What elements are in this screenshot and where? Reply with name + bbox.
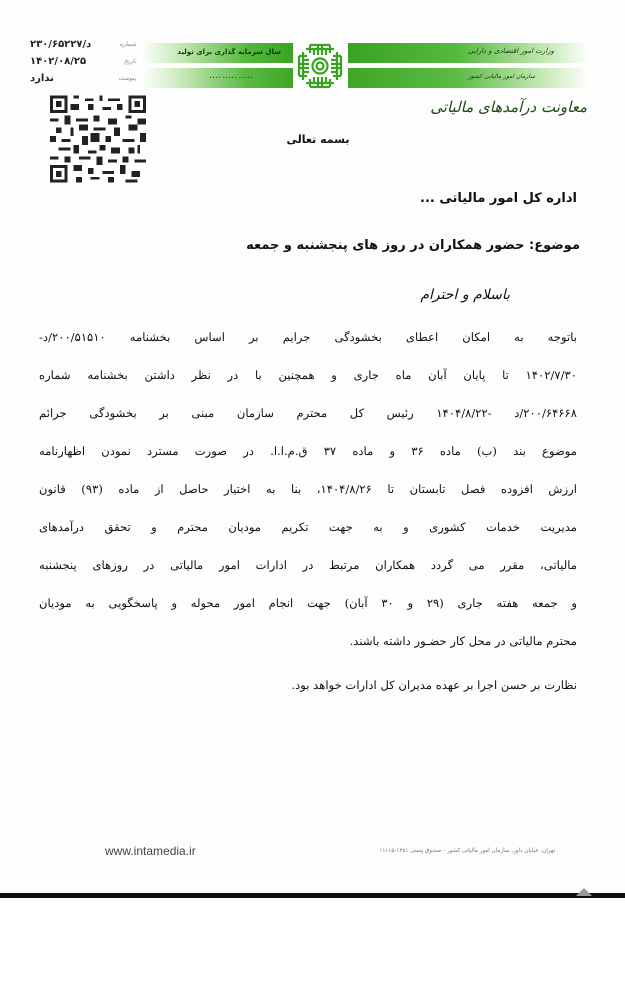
letter-number: د/۲۳۰/۶۵۲۲۷ — [30, 39, 92, 50]
banner-bar-slogan — [140, 43, 293, 63]
body-line: باتوجه به امکان اعطای بخشودگی جرایم بر اساس بخشنامه ۲۰۰/۵۱۵۱۰/د- — [39, 330, 577, 344]
ministry-name: وزارت امور اقتصادی و دارایی — [468, 47, 555, 55]
footer-address: تهران، خیابان داور، سازمان امور مالیاتی کشور - صندوق پستی ۱۴۵۱-۱۱۱۱۵ — [379, 848, 555, 854]
tax-organization-emblem-icon — [296, 42, 344, 90]
body-line: ارزش افزوده فصل تابستان تا ۱۴۰۴/۸/۲۶، بنا به اختیار حاصل از ماده (۹۳) قانون — [39, 482, 577, 496]
meta-attachment-row — [30, 70, 136, 87]
letter-subject: موضوع: حضور همکاران در روز های پنجشنبه و جمعه — [246, 238, 580, 253]
banner-bar-organization — [348, 68, 590, 88]
body-line: و جمعه هفته جاری (۲۹ و ۳۰ آبان) جهت انجام امور محوله و پاسخگویی به مودیان — [39, 596, 577, 610]
letter-footer — [105, 843, 555, 859]
year-slogan-sub: •••• ••••• ••••• — [209, 75, 253, 80]
body-line: مدیریت خدمات کشوری و به جهت تکریم مودیان محترم و تحقق درآمدهای — [39, 520, 577, 534]
meta-number-row — [30, 36, 136, 53]
body-line: ۱۴۰۲/۷/۳۰ تا پایان آبان ماه جاری و همچنین با در نظر داشتن بخشنامه شماره — [39, 368, 577, 382]
scroll-indicator-icon — [576, 888, 592, 896]
body-line: محترم مالیاتی در محل کار حضـور داشته باشند. — [349, 634, 577, 648]
letter-attachment: ندارد — [30, 73, 54, 84]
basmala-heading: بسمه تعالی — [286, 133, 350, 146]
deputy-title: معاونت درآمدهای مالیاتی — [430, 98, 587, 116]
meta-date-label: تاریخ — [124, 58, 136, 65]
footer-website-link[interactable]: www.intamedia.ir — [105, 844, 196, 858]
organization-name: سازمان امور مالیاتی کشور — [468, 73, 536, 80]
image-bottom-border — [0, 893, 625, 898]
year-slogan: سال سرمایه گذاری برای تولید — [177, 48, 281, 56]
banner-bar-ministry — [348, 43, 590, 63]
letter-date: ۱۴۰۲/۰۸/۲۵ — [30, 56, 87, 67]
body-line: مالیاتی، مقرر می گردد همکاران مرتبط در ادارات امور مالیاتی در روزهای پنجشنبه — [39, 558, 577, 572]
letter-closing: نظارت بر حسن اجرا بر عهده مدیران کل ادارات خواهد بود. — [291, 678, 577, 692]
meta-number-label: شماره — [119, 41, 136, 48]
letterhead-banner — [140, 42, 590, 90]
meta-attachment-label: پیوست — [118, 75, 136, 82]
letter-greeting: باسلام و احترام — [420, 287, 510, 303]
body-line: موضوع بند (ب) ماده ۳۶ و ماده ۳۷ ق.م.ا.ا. در صورت مسترد نمودن اظهارنامه — [39, 444, 577, 458]
banner-bar-sub — [140, 68, 293, 88]
letter-addressee: اداره کل امور مالیاتی ... — [420, 191, 577, 206]
body-line: ۲۰۰/۶۴۶۶۸/د -۱۴۰۴/۸/۲۲ رئیس کل محترم سازمان مبنی بر بخشودگی جرائم — [39, 406, 577, 420]
meta-date-row — [30, 53, 136, 70]
letter-body — [39, 322, 577, 664]
qr-code-icon — [50, 95, 146, 183]
letter-meta — [30, 36, 136, 87]
